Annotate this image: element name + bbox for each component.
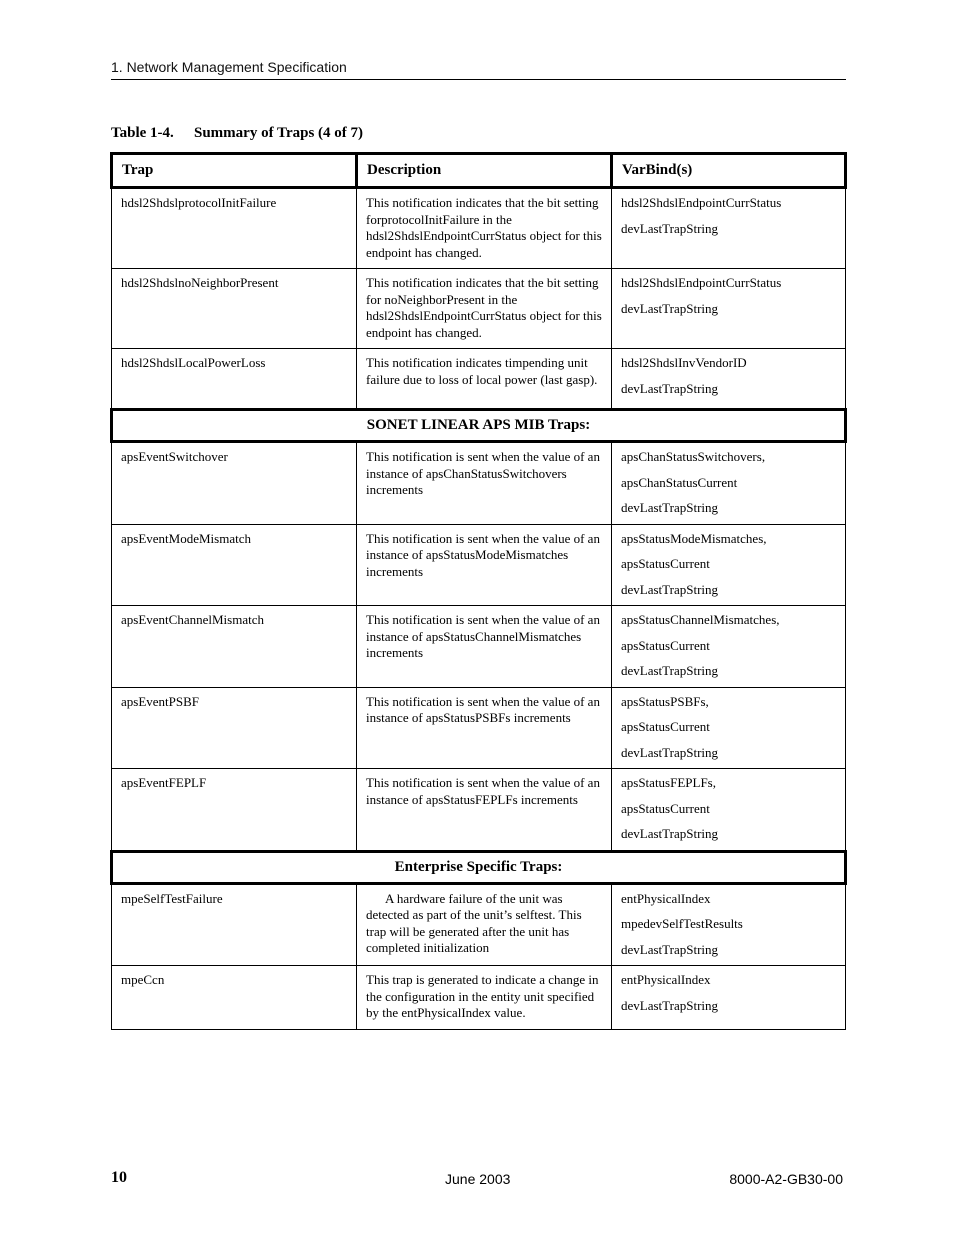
trap-name: apsEventModeMismatch xyxy=(112,524,357,606)
varbind: entPhysicalIndex xyxy=(621,972,711,987)
varbind: apsStatusChannelMismatches, xyxy=(621,612,780,627)
varbind: apsStatusCurrent xyxy=(621,800,710,816)
trap-name: apsEventSwitchover xyxy=(112,442,357,525)
traps-table xyxy=(110,152,847,1030)
varbind: hdsl2ShdslEndpointCurrStatus xyxy=(621,195,782,210)
varbind: apsStatusModeMismatches, xyxy=(621,530,767,546)
trap-name: apsEventFEPLF xyxy=(112,769,357,852)
trap-description: A hardware failure of the unit was detected as part of the unit’s selftest. This trap will be generated after the unit has completed initialization xyxy=(357,883,612,966)
trap-varbinds xyxy=(612,606,846,688)
table-row xyxy=(112,606,846,688)
section-header-row xyxy=(112,410,846,442)
publication-date: June 2003 xyxy=(445,1171,511,1187)
table-row xyxy=(112,966,846,1030)
trap-description: This trap is generated to indicate a change in the configuration in the entity unit specified by the entPhysicalIndex value. xyxy=(357,966,612,1030)
trap-name: mpeSelfTestFailure xyxy=(112,883,357,966)
trap-description: This notification indicates that the bit setting for noNeighborPresent in the hdsl2ShdslEndpointCurrStatus object for this endpoint has changed. xyxy=(357,269,612,349)
varbind: hdsl2ShdslInvVendorID xyxy=(621,355,747,370)
table-row xyxy=(112,769,846,852)
trap-name: hdsl2ShdslnoNeighborPresent xyxy=(112,269,357,349)
varbind: mpedevSelfTestResults xyxy=(621,916,743,931)
varbind: apsChanStatusCurrent xyxy=(621,474,738,490)
varbind: hdsl2ShdslEndpointCurrStatus xyxy=(621,275,782,290)
varbind: entPhysicalIndex xyxy=(621,890,711,906)
varbind: devLastTrapString xyxy=(621,744,719,760)
running-head: 1. Network Management Specification xyxy=(111,59,347,75)
table-caption xyxy=(111,125,363,142)
trap-varbinds xyxy=(612,269,846,349)
trap-name: hdsl2ShdslprotocolInitFailure xyxy=(112,188,357,269)
column-header-varbinds: VarBind(s) xyxy=(612,154,846,188)
varbind: devLastTrapString xyxy=(621,663,719,678)
column-header-trap: Trap xyxy=(112,154,357,188)
trap-name: apsEventChannelMismatch xyxy=(112,606,357,688)
varbind: devLastTrapString xyxy=(621,581,719,597)
column-header-description: Description xyxy=(357,154,612,188)
varbind: devLastTrapString xyxy=(621,300,719,316)
varbind: devLastTrapString xyxy=(621,220,719,236)
trap-varbinds xyxy=(612,966,846,1030)
varbind: devLastTrapString xyxy=(621,500,719,515)
section-title-sonet: SONET LINEAR APS MIB Traps: xyxy=(112,410,846,442)
table-header-row xyxy=(112,154,846,188)
varbind: devLastTrapString xyxy=(621,380,719,396)
trap-description: This notification indicates that the bit setting forprotocolInitFailure in the hdsl2ShdslEndpointCurrStatus object for this endpoint has changed. xyxy=(357,188,612,269)
varbind: devLastTrapString xyxy=(621,826,719,841)
varbind: apsStatusCurrent xyxy=(621,556,710,571)
trap-name: hdsl2ShdslLocalPowerLoss xyxy=(112,349,357,410)
trap-varbinds xyxy=(612,687,846,769)
trap-varbinds xyxy=(612,442,846,525)
trap-varbinds xyxy=(612,188,846,269)
trap-name: apsEventPSBF xyxy=(112,687,357,769)
header-rule xyxy=(111,79,846,80)
trap-varbinds xyxy=(612,769,846,852)
table-row xyxy=(112,687,846,769)
varbind: devLastTrapString xyxy=(621,997,719,1013)
section-title-enterprise: Enterprise Specific Traps: xyxy=(112,851,846,883)
trap-varbinds xyxy=(612,349,846,410)
trap-description: This notification is sent when the value of an instance of apsStatusPSBFs increments xyxy=(357,687,612,769)
table-row xyxy=(112,269,846,349)
caption-number: Table 1-4. xyxy=(111,125,174,141)
trap-varbinds xyxy=(612,524,846,606)
trap-description: This notification is sent when the value of an instance of apsChanStatusSwitchovers increments xyxy=(357,442,612,525)
varbind: apsStatusCurrent xyxy=(621,637,710,653)
trap-description: This notification is sent when the value of an instance of apsStatusModeMismatches increments xyxy=(357,524,612,606)
table-row xyxy=(112,188,846,269)
caption-title: Summary of Traps (4 of 7) xyxy=(194,125,364,141)
trap-description: This notification is sent when the value of an instance of apsStatusChannelMismatches increments xyxy=(357,606,612,688)
document-number: 8000-A2-GB30-00 xyxy=(729,1171,843,1187)
page-number: 10 xyxy=(111,1169,127,1186)
table-row xyxy=(112,883,846,966)
varbind: apsStatusCurrent xyxy=(621,719,710,734)
varbind: devLastTrapString xyxy=(621,941,719,957)
varbind: apsStatusFEPLFs, xyxy=(621,775,716,790)
table-row xyxy=(112,524,846,606)
varbind: apsChanStatusSwitchovers, xyxy=(621,449,766,464)
trap-description: This notification indicates timpending unit failure due to loss of local power (last gasp). xyxy=(357,349,612,410)
trap-name: mpeCcn xyxy=(112,966,357,1030)
trap-varbinds xyxy=(612,883,846,966)
table-row xyxy=(112,349,846,410)
table-row xyxy=(112,442,846,525)
section-header-row xyxy=(112,851,846,883)
trap-description: This notification is sent when the value of an instance of apsStatusFEPLFs increments xyxy=(357,769,612,852)
varbind: apsStatusPSBFs, xyxy=(621,693,709,709)
